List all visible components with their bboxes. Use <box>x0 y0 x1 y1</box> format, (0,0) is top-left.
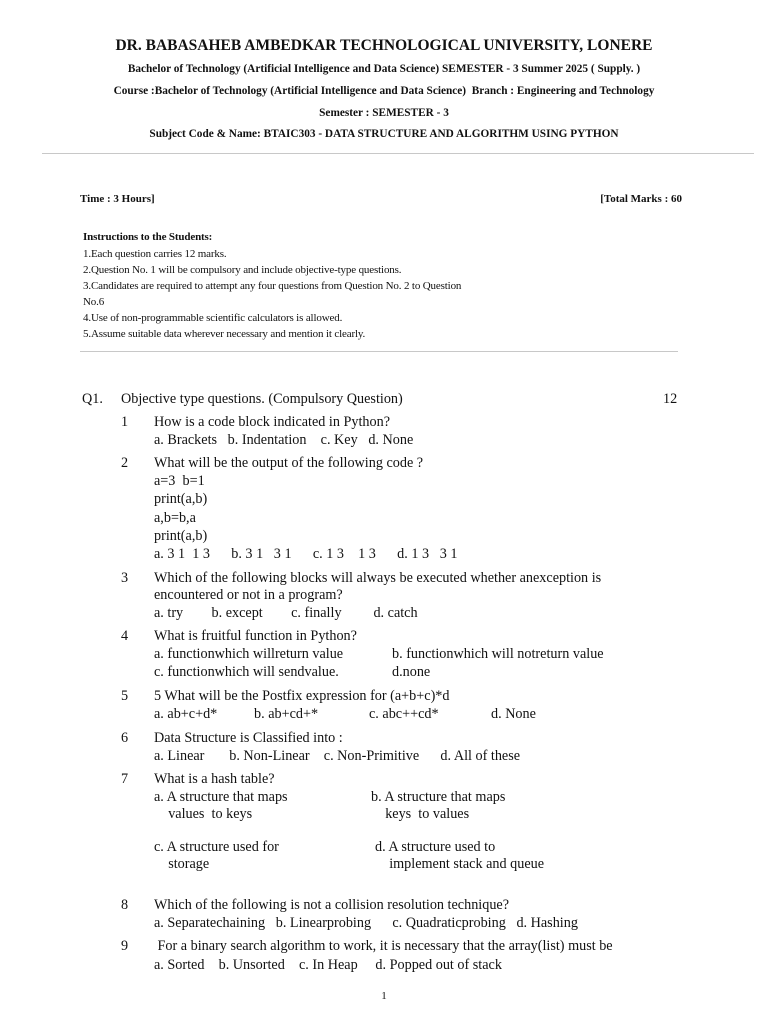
instruction-line: 2.Question No. 1 will be compulsory and include objective-type questions. <box>83 264 402 276</box>
question-title: Objective type questions. (Compulsory Question) <box>121 391 403 407</box>
item-question: What is fruitful function in Python? <box>154 628 357 644</box>
option-a: a. A structure that maps <box>154 789 288 805</box>
item-options: a. Linear b. Non-Linear c. Non-Primitive d. All of these <box>154 748 521 764</box>
instruction-line: 4.Use of non-programmable scientific calculators is allowed. <box>83 312 343 324</box>
item-options: a. try b. except c. finally d. catch <box>154 605 418 621</box>
code-line: a,b=b,a <box>154 510 196 526</box>
header-divider <box>42 153 754 154</box>
item-question: Which of the following blocks will always be executed whether anexception is <box>154 570 602 586</box>
question-marks: 12 <box>663 391 678 407</box>
code-line: a=3 b=1 <box>154 473 205 489</box>
item-number: 1 <box>121 414 129 430</box>
option-c: c. abc++cd* <box>369 706 439 722</box>
item-number: 6 <box>121 730 129 746</box>
option-b: b. A structure that maps <box>371 789 506 805</box>
item-question: Which of the following is not a collision resolution technique? <box>154 897 510 913</box>
option-d: d.none <box>392 664 431 680</box>
item-number: 5 <box>121 688 129 704</box>
item-number: 8 <box>121 897 129 913</box>
option-d-cont: implement stack and queue <box>375 856 545 872</box>
item-question: Data Structure is Classified into : <box>154 730 343 746</box>
code-line: print(a,b) <box>154 491 208 507</box>
item-question: What will be the output of the following code ? <box>154 455 424 471</box>
option-c: c. functionwhich will sendvalue. <box>154 664 339 680</box>
option-d: d. None <box>491 706 536 722</box>
course-line: Course :Bachelor of Technology (Artificial Intelligence and Data Science) Branch : Engineering and Technology <box>113 85 655 97</box>
option-b: b. functionwhich will notreturn value <box>392 646 604 662</box>
item-number: 9 <box>121 938 129 954</box>
code-line: print(a,b) <box>154 528 208 544</box>
page-number: 1 <box>381 990 387 1002</box>
item-question: For a binary search algorithm to work, it is necessary that the array(list) must be <box>154 938 613 954</box>
program-line: Bachelor of Technology (Artificial Intelligence and Data Science) SEMESTER - 3 Summer 2025 ( Supply. ) <box>127 63 641 75</box>
option-b-cont: keys to values <box>371 806 470 822</box>
option-a: a. ab+c+d* <box>154 706 218 722</box>
item-number: 3 <box>121 570 129 586</box>
instruction-line: 3.Candidates are required to attempt any four questions from Question No. 2 to Question <box>83 280 462 292</box>
item-number: 4 <box>121 628 129 644</box>
subject-line: Subject Code & Name: BTAIC303 - DATA STRUCTURE AND ALGORITHM USING PYTHON <box>149 128 619 140</box>
option-d: d. A structure used to <box>375 839 496 855</box>
instruction-line: No.6 <box>83 296 105 308</box>
option-c-cont: storage <box>154 856 210 872</box>
item-question: What is a hash table? <box>154 771 275 787</box>
item-number: 7 <box>121 771 129 787</box>
option-a-cont: values to keys <box>154 806 253 822</box>
total-marks-label: [Total Marks : 60 <box>600 193 682 205</box>
question-label: Q1. <box>82 391 103 407</box>
instructions-divider <box>80 351 678 352</box>
item-number: 2 <box>121 455 129 471</box>
instruction-line: 1.Each question carries 12 marks. <box>83 248 227 260</box>
option-c: c. A structure used for <box>154 839 279 855</box>
item-question: encountered or not in a program? <box>154 587 343 603</box>
instructions-title: Instructions to the Students: <box>83 231 213 243</box>
item-options: a. 3 1 1 3 b. 3 1 3 1 c. 1 3 1 3 d. 1 3 3 1 <box>154 546 458 562</box>
item-question: 5 What will be the Postfix expression for (a+b+c)*d <box>154 688 450 704</box>
semester-line: Semester : SEMESTER - 3 <box>319 107 449 119</box>
time-label: Time : 3 Hours] <box>80 193 155 205</box>
option-b: b. ab+cd+* <box>254 706 319 722</box>
item-options: a. Separatechaining b. Linearprobing c. Quadraticprobing d. Hashing <box>154 915 578 931</box>
university-name: DR. BABASAHEB AMBEDKAR TECHNOLOGICAL UNIVERSITY, LONERE <box>115 37 653 54</box>
item-question: How is a code block indicated in Python? <box>154 414 391 430</box>
item-options: a. Brackets b. Indentation c. Key d. None <box>154 432 414 448</box>
instruction-line: 5.Assume suitable data wherever necessary and mention it clearly. <box>83 328 366 340</box>
item-options: a. Sorted b. Unsorted c. In Heap d. Popped out of stack <box>154 957 502 973</box>
option-a: a. functionwhich willreturn value <box>154 646 344 662</box>
